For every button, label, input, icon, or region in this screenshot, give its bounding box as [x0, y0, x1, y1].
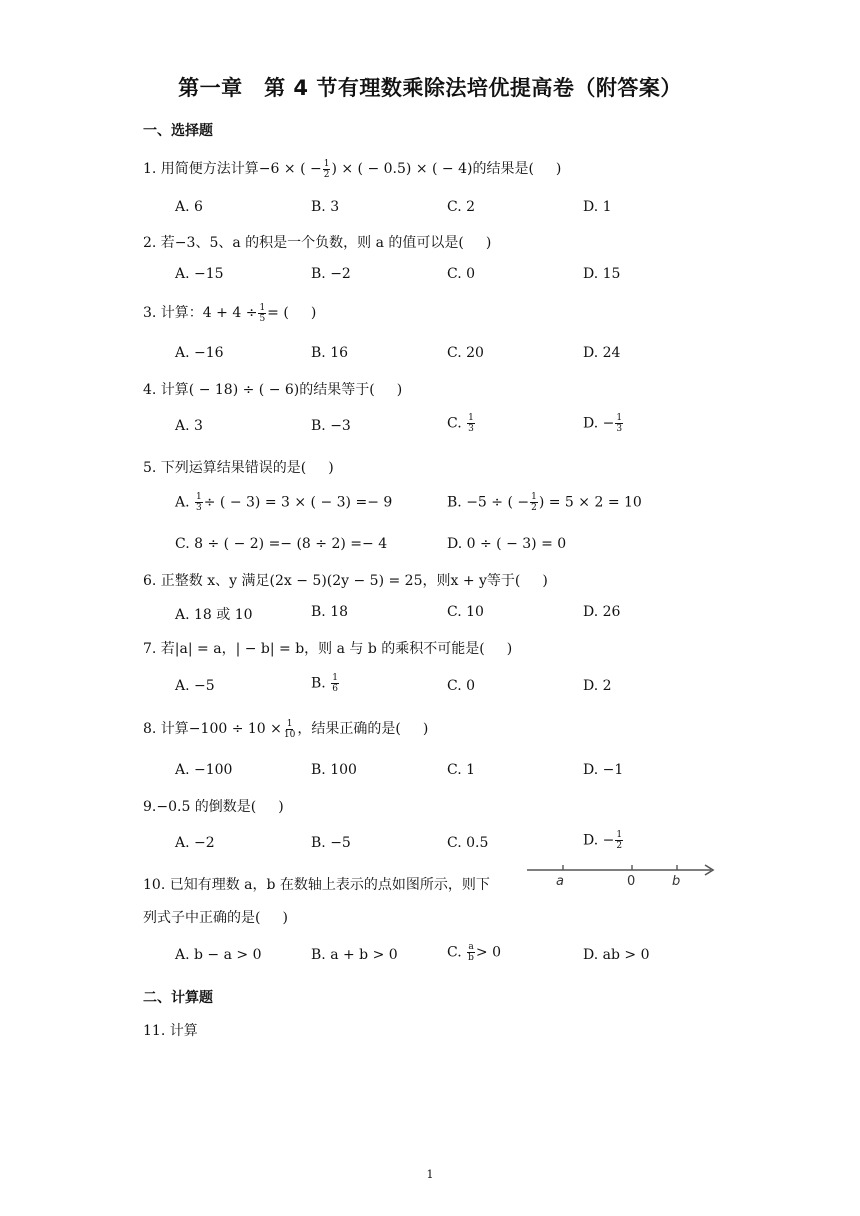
option-b: B. 18 — [311, 604, 349, 620]
question-8-text-cont: ，结果正确的是( — [297, 721, 401, 737]
option-b: B. a + b > 0 — [311, 947, 398, 963]
option-a: A. 6 — [175, 199, 203, 215]
number-line-figure — [525, 858, 720, 892]
option-c: C. 10 — [447, 604, 484, 620]
answer-paren-close: ) — [278, 799, 284, 815]
answer-paren-close: ) — [542, 573, 548, 589]
option-c: C. $\frac{a}{b}$ > 0 — [447, 942, 501, 963]
question-1 — [143, 158, 561, 180]
option-d: D. 26 — [583, 604, 621, 620]
fraction: $\frac{1}{10}$ — [283, 718, 296, 740]
fraction: $\frac{a}{b}$ — [468, 942, 474, 963]
option-d: D. 2 — [583, 678, 612, 694]
option-d: D. − $\frac{1}{2}$ — [583, 830, 623, 851]
answer-paren-close: ) — [328, 460, 334, 476]
question-7-text: 7. 若|a| = a，| − b| = b，则 a 与 b 的乘积不可能是( — [143, 641, 485, 657]
option-d: D. 1 — [583, 199, 612, 215]
question-5-text: 5. 下列运算结果错误的是( — [143, 460, 307, 476]
option-d: D. 0 ÷ ( − 3) = 0 — [447, 536, 567, 552]
question-8-text: 8. 计算−100 ÷ 10 × — [143, 721, 282, 737]
fraction: $\frac{1}{3}$ — [468, 413, 474, 434]
option-b: B. 3 — [311, 199, 340, 215]
fraction: $\frac{1}{5}$ — [259, 302, 266, 324]
option-a: A. −16 — [175, 345, 224, 361]
option-a: A. 3 — [175, 418, 203, 434]
option-c: C. 20 — [447, 345, 484, 361]
section-heading-calc: 二、计算题 — [143, 990, 213, 1006]
option-d: D. − $\frac{1}{3}$ — [583, 413, 623, 434]
question-9 — [143, 796, 284, 816]
option-b: B. 16 — [311, 345, 349, 361]
option-a: A. −100 — [175, 762, 233, 778]
question-2-text: 2. 若−3、5、a 的积是一个负数，则 a 的值可以是( — [143, 235, 464, 251]
question-3-text: 3. 计算：4 + 4 ÷ — [143, 305, 258, 321]
fraction: $\frac{1}{3}$ — [196, 492, 202, 513]
label-b: b — [672, 874, 681, 889]
question-4-text: 4. 计算( − 18) ÷ ( − 6)的结果等于( — [143, 382, 375, 398]
option-a: A. 18 或 10 — [175, 607, 253, 623]
question-2 — [143, 232, 491, 252]
option-b: B. 100 — [311, 762, 357, 778]
fraction: $\frac{1}{3}$ — [616, 413, 623, 434]
answer-paren-close: ) — [506, 641, 513, 657]
question-1-text-cont: ) × ( − 0.5) × ( − 4)的结果是( — [331, 161, 534, 177]
question-7 — [143, 638, 512, 658]
page-title: 第一章 第 4 节有理数乘除法培优提高卷（附答案） — [178, 76, 682, 100]
page-number: 1 — [426, 1168, 434, 1181]
question-10-line-2: 列式子中正确的是( ) — [143, 910, 288, 926]
section-heading-choice: 一、选择题 — [143, 123, 213, 139]
option-c: C. 8 ÷ ( − 2) =− (8 ÷ 2) =− 4 — [175, 536, 388, 552]
question-3 — [143, 302, 316, 324]
option-a: A. −15 — [175, 266, 224, 282]
question-10-line-1: 10. 已知有理数 a，b 在数轴上表示的点如图所示，则下 — [143, 877, 490, 893]
answer-paren-close: ) — [422, 721, 429, 737]
option-d: D. −1 — [583, 762, 624, 778]
option-d: D. 24 — [583, 345, 621, 361]
option-a: A. −5 — [175, 678, 215, 694]
option-b: B. −2 — [311, 266, 351, 282]
answer-paren-close: ) — [282, 910, 288, 926]
option-b: B. −5 ÷ ( − $\frac{1}{2}$ ) = 5 × 2 = 10 — [447, 492, 642, 513]
fraction: $\frac{1}{2}$ — [531, 492, 537, 513]
label-a: a — [556, 874, 564, 889]
question-8 — [143, 718, 428, 740]
option-c: C. 1 — [447, 762, 476, 778]
option-a: A. $\frac{1}{3}$ ÷ ( − 3) = 3 × ( − 3) =− 9 — [175, 492, 393, 513]
question-3-text-cont: = ( — [267, 305, 289, 321]
option-c: C. 0 — [447, 266, 476, 282]
label-zero: 0 — [627, 874, 636, 889]
question-6 — [143, 570, 548, 590]
option-a: A. −2 — [175, 835, 215, 851]
fraction: $\frac{1}{6}$ — [332, 673, 338, 694]
option-c: C. 2 — [447, 199, 476, 215]
fraction: $\frac{1}{2}$ — [323, 158, 330, 180]
option-c: C. $\frac{1}{3}$ — [447, 413, 474, 434]
question-5 — [143, 457, 334, 477]
question-11: 11. 计算 — [143, 1023, 198, 1039]
question-9-text: 9.−0.5 的倒数是( — [143, 799, 257, 815]
option-a: A. b − a > 0 — [175, 947, 262, 963]
option-c: C. 0.5 — [447, 835, 489, 851]
option-c: C. 0 — [447, 678, 476, 694]
option-d: D. 15 — [583, 266, 621, 282]
answer-paren-close: ) — [555, 161, 562, 177]
answer-paren-close: ) — [396, 382, 403, 398]
option-b: B. −5 — [311, 835, 351, 851]
option-b: B. −3 — [311, 418, 351, 434]
option-d: D. ab > 0 — [583, 947, 650, 963]
option-b: B. $\frac{1}{6}$ — [311, 673, 338, 694]
question-6-text: 6. 正整数 x、y 满足(2x − 5)(2y − 5) = 25，则x + y等于( — [143, 573, 521, 589]
answer-paren-close: ) — [485, 235, 492, 251]
question-1-text: 1. 用简便方法计算−6 × ( − — [143, 161, 322, 177]
question-4 — [143, 379, 402, 399]
fraction: $\frac{1}{2}$ — [616, 830, 623, 851]
answer-paren-close: ) — [310, 305, 317, 321]
